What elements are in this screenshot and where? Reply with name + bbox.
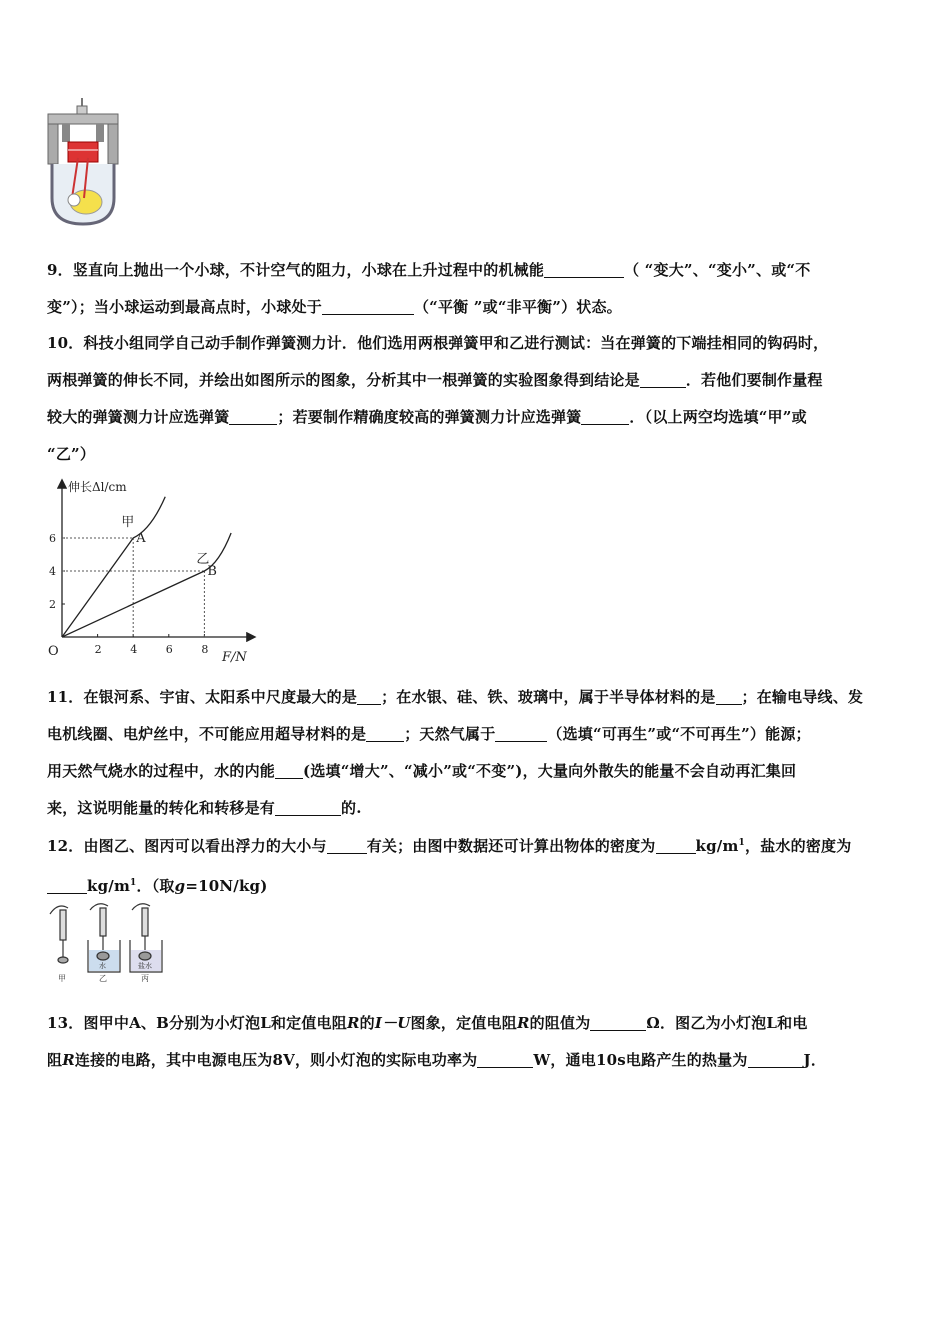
figure-label-yi: 乙 bbox=[99, 974, 107, 982]
y-tick-label: 4 bbox=[49, 565, 56, 578]
answer-blank[interactable] bbox=[322, 298, 414, 315]
question-number: 12． bbox=[47, 837, 84, 855]
question-10: 10．科技小组同学自己动手制作弹簧测力计．他们选用两根弹簧甲和乙进行测试：当在弹簧的下端挂相同的钩码时， 两根弹簧的伸长不同，并绘出如图所示的图象，分析其中一根弹簧的实验图象得到结论是 ．若他们要制作量程 较大的弹簧测力计应选弹簧 ；若要制作精确度较高的弹簧测力计应选弹簧 ．（以上两空均选填“甲”或 “乙”） bbox=[47, 334, 829, 463]
point-label: B bbox=[207, 564, 217, 579]
question-number: 11． bbox=[47, 688, 84, 706]
y-tick-label: 2 bbox=[49, 598, 56, 611]
answer-blank[interactable] bbox=[495, 725, 547, 742]
x-tick-label: 6 bbox=[165, 643, 173, 656]
answer-blank[interactable] bbox=[544, 261, 624, 278]
series-name-label: 甲 bbox=[121, 515, 135, 530]
question-9: 9．竖直向上抛出一个小球，不计空气的阻力，小球在上升过程中的机械能 （ “变大”、“变小”、或“不 变”）；当小球运动到最高点时，小球处于 （“平衡 ”或“非平衡”）状态。 bbox=[47, 261, 811, 316]
answer-blank[interactable] bbox=[716, 688, 742, 705]
series-name-label: 乙 bbox=[196, 552, 210, 567]
liquid-label-water: 水 bbox=[99, 962, 106, 970]
answer-blank[interactable] bbox=[357, 688, 381, 705]
question-13: 13．图甲中A、B分别为小灯泡L和定值电阻R的I－U图象，定值电阻R的阻值为 Ω．图乙为小灯泡L和电 阻R连接的电路，其中电源电压为8V，则小灯泡的实际电功率为 W，通电10s电路产生的热量为 J． bbox=[47, 1014, 827, 1069]
answer-blank[interactable] bbox=[275, 799, 341, 816]
spring-scale-a bbox=[50, 906, 68, 963]
origin-label: O bbox=[48, 644, 59, 659]
answer-blank[interactable] bbox=[590, 1014, 646, 1031]
question-11: 11．在银河系、宇宙、太阳系中尺度最大的是 ；在水银、硅、铁、玻璃中，属于半导体材料的是 ；在输电导线、发 电机线圈、电炉丝中，不可能应用超导材料的是 ；天然气属于 （选填“可再生”或“不可再生”）能源； 用天然气烧水的过程中，水的内能 (选填“增大”、“减小”或“不变”)，大量向外散失的能量不会自动再汇集回 来，这说明能量的转化和转移是有 的. bbox=[47, 688, 864, 817]
y-tick-label: 6 bbox=[49, 532, 56, 545]
buoyancy-experiment-figure bbox=[44, 900, 179, 982]
answer-blank[interactable] bbox=[275, 762, 303, 779]
x-tick-label: 8 bbox=[201, 643, 209, 656]
answer-blank[interactable] bbox=[327, 837, 367, 854]
question-number: 10． bbox=[47, 334, 84, 352]
point-label: A bbox=[136, 531, 146, 546]
figure-label-bing: 丙 bbox=[141, 974, 149, 982]
answer-blank[interactable] bbox=[656, 837, 696, 854]
engine-cylinder-figure bbox=[44, 98, 122, 228]
answer-blank[interactable] bbox=[748, 1051, 804, 1068]
answer-blank[interactable] bbox=[477, 1051, 533, 1068]
x-axis-label: F/N bbox=[222, 650, 247, 665]
answer-blank[interactable] bbox=[366, 725, 404, 742]
series-line-yi bbox=[62, 533, 231, 637]
figure-label-jia: 甲 bbox=[58, 974, 66, 982]
x-tick-label: 2 bbox=[94, 643, 102, 656]
spring-extension-chart bbox=[42, 475, 262, 670]
series-line-jia bbox=[62, 497, 165, 637]
answer-blank[interactable] bbox=[47, 877, 87, 894]
answer-blank[interactable] bbox=[229, 408, 277, 425]
question-number: 13． bbox=[47, 1014, 84, 1032]
y-axis-label: 伸长Δl/cm bbox=[68, 480, 127, 494]
answer-blank[interactable] bbox=[640, 371, 686, 388]
question-number: 9． bbox=[47, 261, 73, 279]
liquid-label-saltwater: 盐水 bbox=[138, 962, 152, 970]
x-tick-label: 4 bbox=[130, 643, 138, 656]
question-12: 12．由图乙、图丙可以看出浮力的大小与 有关；由图中数据还可计算出物体的密度为 $kg/m^1$，盐水的密度为 $kg/m^1$．（取g=10N/kg) bbox=[47, 837, 852, 895]
answer-blank[interactable] bbox=[581, 408, 629, 425]
